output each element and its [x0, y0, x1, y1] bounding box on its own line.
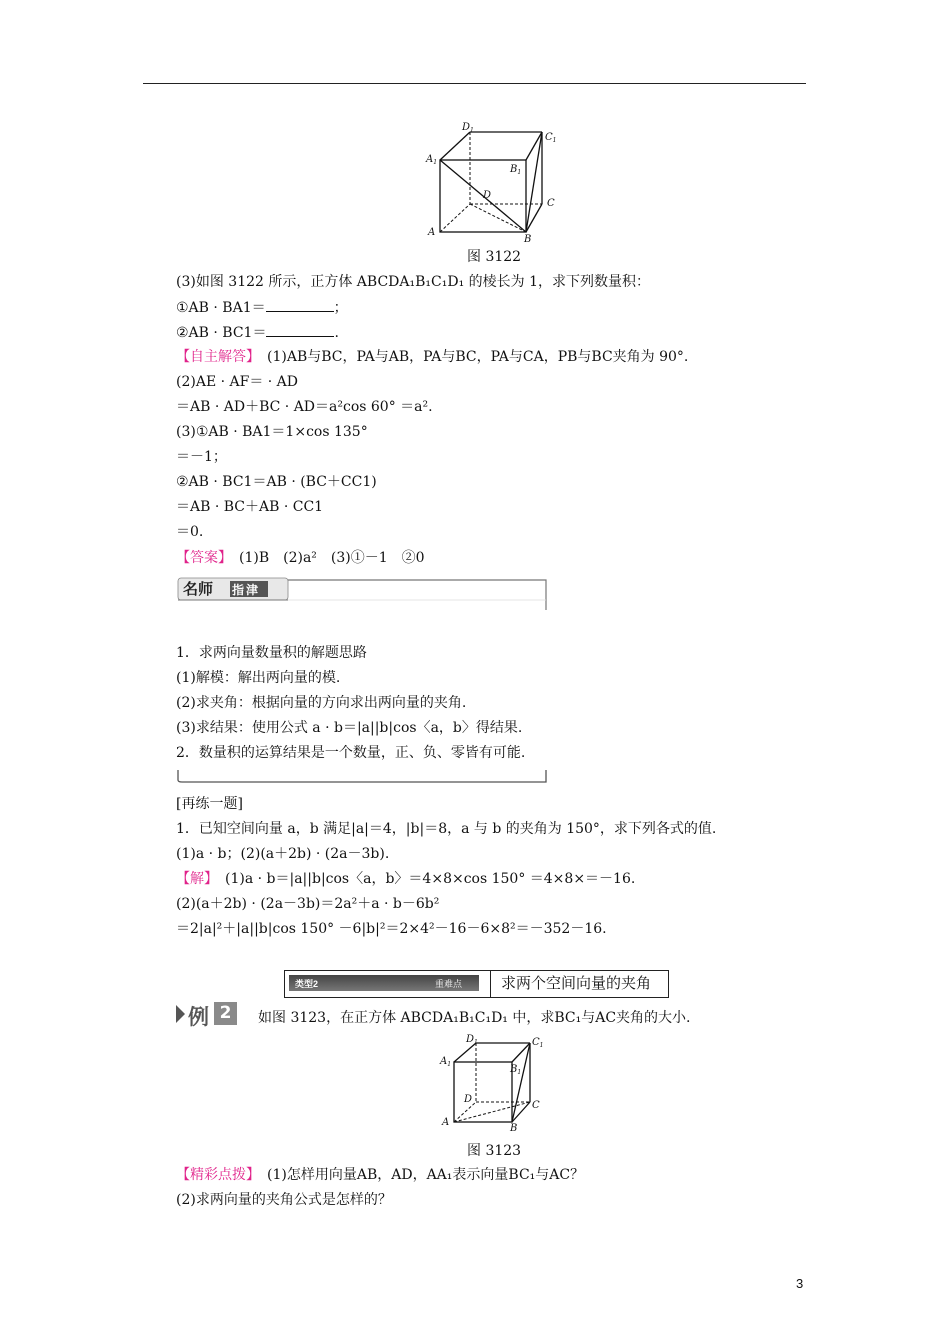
label-A: A: [428, 227, 436, 238]
figure-caption-3122: 图 3122: [467, 249, 522, 265]
practice-line1: 1．已知空间向量 a，b 满足|a|＝4，|b|＝8，a 与 b 的夹角为 150°，求下列各式的值.: [176, 821, 717, 837]
label-C: C: [547, 198, 555, 209]
mingshi-line1: 1．求两向量数量积的解题思路: [176, 645, 367, 661]
type2-tag-right: 重难点: [435, 979, 463, 989]
solution-line8: ＝0.: [176, 524, 204, 540]
header-rule: [143, 83, 806, 84]
type2-title: 求两个空间向量的夹角: [490, 971, 661, 997]
label-C1: $C_1$: [545, 132, 557, 144]
label-A1: $A_1$: [426, 154, 438, 166]
mingshi-logo-badge: 指津: [232, 583, 261, 597]
practice-solution-line3: ＝2|a|²＋|a||b|cos 150° －6|b|²＝2×4²－16－6×8²＝－352－16.: [176, 921, 607, 937]
mingshi-line4: (3)求结果：使用公式 a · b＝|a||b|cos〈a，b〉得结果.: [176, 720, 523, 736]
type2-tag-strip: [289, 975, 479, 991]
mingshi-line3: (2)求夹角：根据向量的方向求出两向量的夹角.: [176, 695, 467, 711]
q3-line2: ①AB · BA1＝ ；: [176, 297, 348, 318]
label-B: B: [524, 234, 532, 243]
page-number: 3: [796, 1276, 804, 1291]
label2-D1: $D_1$: [466, 1034, 478, 1046]
mingshi-line2: (1)解模：解出两向量的模.: [176, 670, 341, 686]
practice-head: [再练一题]: [176, 796, 243, 812]
label2-C: C: [532, 1100, 540, 1111]
figure-caption-3123: 图 3123: [467, 1143, 522, 1159]
example-number: 2: [214, 1002, 237, 1025]
label-D: D: [483, 190, 492, 201]
example2-badge: [176, 1001, 240, 1027]
practice-line2: (1)a · b；(2)(a＋2b) · (2a－3b).: [176, 846, 390, 862]
type2-header: [284, 970, 669, 998]
answer-blank-2: [266, 322, 334, 337]
solution-line7: ＝AB · BC＋AB · CC1: [176, 499, 324, 515]
example2-text: 如图 3123，在正方体 ABCDA₁B₁C₁D₁ 中，求BC₁与AC夹角的大小.: [258, 1010, 691, 1026]
cube-figure-3122: [420, 118, 570, 243]
triangle-icon: [176, 1005, 185, 1023]
solution-line2: (2)AE · AF＝ · AD: [176, 374, 299, 390]
solution-line3: ＝AB · AD＋BC · AD＝a²cos 60° ＝a².: [176, 399, 433, 415]
label2-A: A: [442, 1117, 450, 1128]
practice-solution-line2: (2)(a＋2b) · (2a－3b)＝2a²＋a · b－6b²: [176, 896, 440, 912]
hint-tag: 【精彩点拨】: [176, 1167, 253, 1183]
label2-B: B: [510, 1123, 518, 1132]
solution-line1: 【自主解答】 (1)AB与BC，PA与AB，PA与BC，PA与CA，PB与BC夹角为 90°.: [176, 349, 689, 365]
solution-line4: (3)①AB · BA1＝1×cos 135°: [176, 424, 368, 440]
q3-line3: ②AB · BC1＝ .: [176, 322, 339, 343]
answer-tag: 【答案】: [176, 550, 225, 566]
cube-figure-3123: [436, 1032, 548, 1132]
label-D1: $D_1$: [462, 122, 474, 134]
q3-line1: (3)如图 3122 所示，正方体 ABCDA₁B₁C₁D₁ 的棱长为 1，求下列数量积：: [176, 274, 650, 290]
practice-solution-line1: 【解】 (1)a · b＝|a||b|cos〈a，b〉＝4×8×cos 150° ＝4×8×＝－16.: [176, 871, 636, 887]
label2-C1: $C_1$: [532, 1037, 544, 1049]
jie-tag: 【解】: [176, 871, 211, 887]
type2-tag: 类型2: [295, 979, 319, 989]
answer-blank-1: [266, 297, 334, 312]
solution-line6: ②AB · BC1＝AB · (BC＋CC1): [176, 474, 377, 490]
solution-line5: ＝－1；: [176, 449, 227, 465]
label2-B1: $B_1$: [510, 1064, 522, 1076]
example-label: 例: [188, 1005, 209, 1029]
mingshi-logo-text: 名师: [183, 580, 214, 598]
answer-line: 【答案】 (1)B (2)a² (3)①－1 ②0: [176, 550, 425, 566]
mingshi-line5: 2．数量积的运算结果是一个数量，正、负、零皆有可能.: [176, 745, 526, 761]
hint-line1: 【精彩点拨】 (1)怎样用向量AB，AD，AA₁表示向量BC₁与AC？: [176, 1167, 585, 1183]
hint-line2: (2)求两向量的夹角公式是怎样的？: [176, 1192, 392, 1208]
solution-tag: 【自主解答】: [176, 349, 253, 365]
label-B1: $B_1$: [510, 164, 522, 176]
label2-A1: $A_1$: [440, 1056, 452, 1068]
label2-D: D: [464, 1094, 473, 1105]
